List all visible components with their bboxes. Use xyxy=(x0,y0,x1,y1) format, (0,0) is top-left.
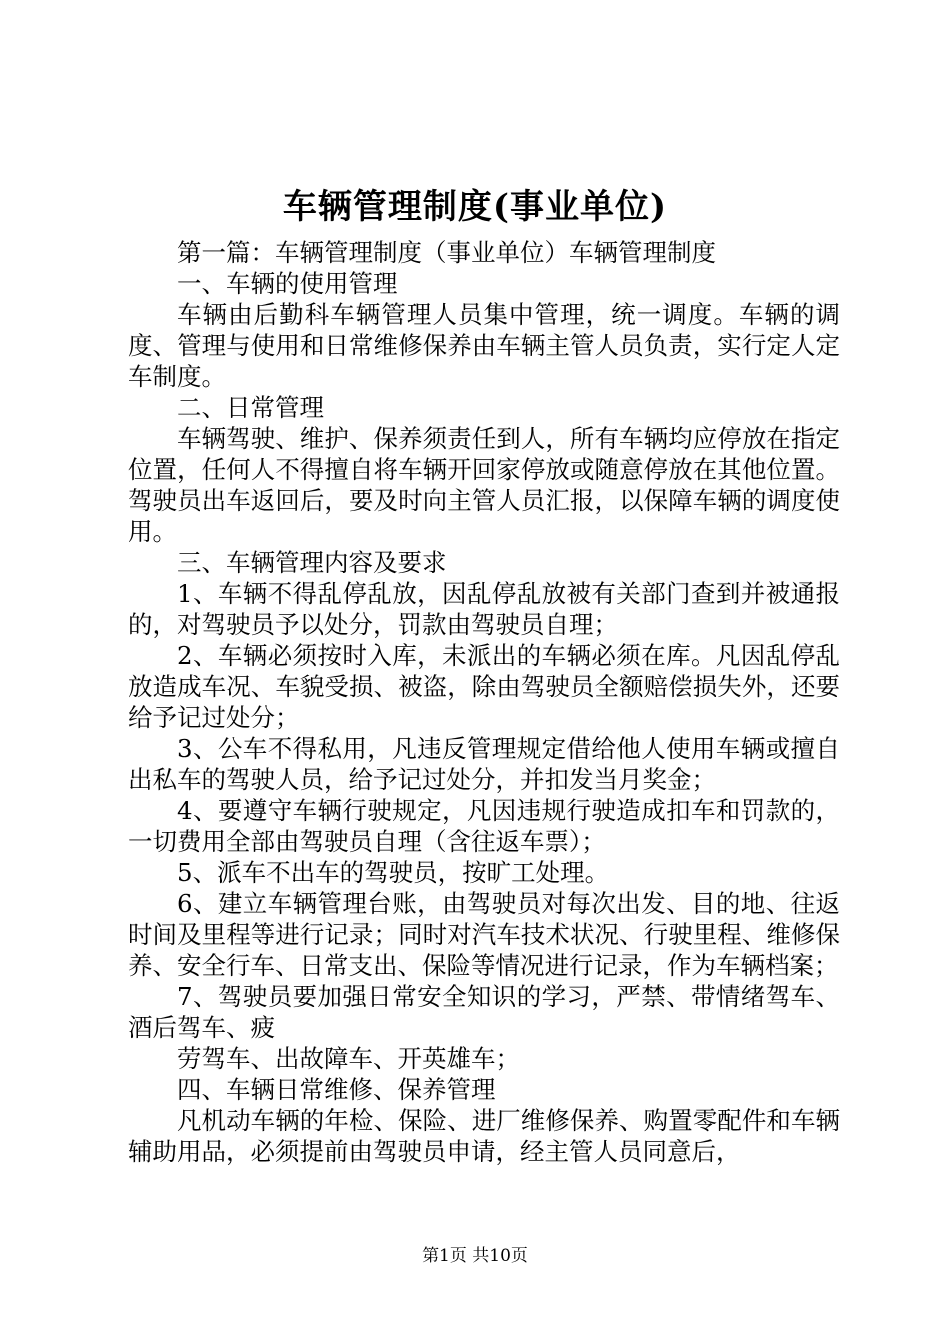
list-item: 7、驾驶员要加强日常安全知识的学习，严禁、带情绪驾车、酒后驾车、疲 xyxy=(128,982,840,1042)
list-item: 1、车辆不得乱停乱放，因乱停乱放被有关部门查到并被通报的，对驾驶员予以处分，罚款由驾驶员自理； xyxy=(128,579,840,639)
paragraph: 车辆由后勤科车辆管理人员集中管理，统一调度。车辆的调度、管理与使用和日常维修保养由车辆主管人员负责，实行定人定车制度。 xyxy=(128,300,840,391)
section-heading: 三、车辆管理内容及要求 xyxy=(177,548,447,577)
list-item: 4、要遵守车辆行驶规定，凡因违规行驶造成扣车和罚款的，一切费用全部由驾驶员自理（含往返车票）； xyxy=(128,796,840,856)
section-heading: 四、车辆日常维修、保养管理 xyxy=(177,1075,496,1104)
list-item-continuation: 劳驾车、出故障车、开英雄车； xyxy=(177,1044,520,1073)
document-body xyxy=(128,237,840,1167)
section-heading: 二、日常管理 xyxy=(177,393,324,422)
list-item: 5、派车不出车的驾驶员，按旷工处理。 xyxy=(177,858,610,887)
section-heading: 一、车辆的使用管理 xyxy=(177,269,398,298)
paragraph: 凡机动车辆的年检、保险、进厂维修保养、购置零配件和车辆辅助用品，必须提前由驾驶员申请，经主管人员同意后， xyxy=(128,1106,840,1166)
paragraph: 车辆驾驶、维护、保养须责任到人，所有车辆均应停放在指定位置，任何人不得擅自将车辆开回家停放或随意停放在其他位置。驾驶员出车返回后，要及时向主管人员汇报，以保障车辆的调度使用。 xyxy=(128,424,840,546)
list-item: 3、公车不得私用，凡违反管理规定借给他人使用车辆或擅自出私车的驾驶人员，给予记过处分，并扣发当月奖金； xyxy=(128,734,840,794)
paragraph-heading: 第一篇：车辆管理制度（事业单位）车辆管理制度 xyxy=(177,238,716,267)
list-item: 2、车辆必须按时入库，未派出的车辆必须在库。凡因乱停乱放造成车况、车貌受损、被盗，除由驾驶员全额赔偿损失外，还要给予记过处分； xyxy=(128,641,840,732)
document-title: 车辆管理制度(事业单位) xyxy=(282,187,668,227)
page-footer: 第1页 共10页 xyxy=(422,1246,528,1266)
list-item: 6、建立车辆管理台账，由驾驶员对每次出发、目的地、往返时间及里程等进行记录；同时对汽车技术状况、行驶里程、维修保养、安全行车、日常支出、保险等情况进行记录，作为车辆档案； xyxy=(128,889,840,980)
